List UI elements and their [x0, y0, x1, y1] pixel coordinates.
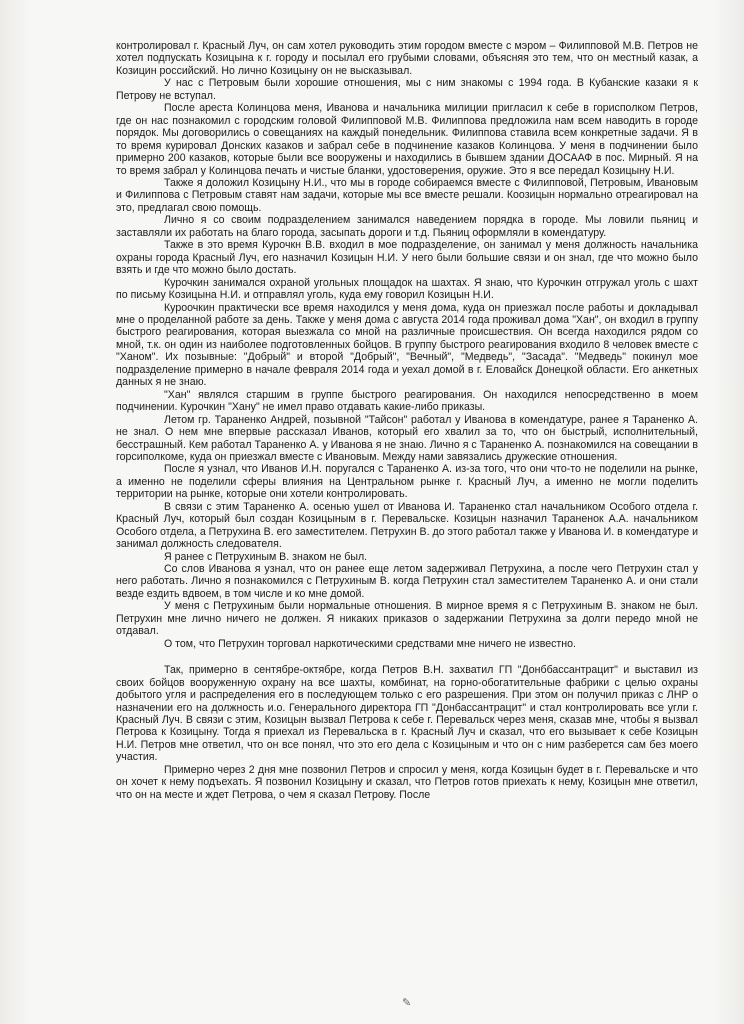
paragraph-17: Так, примерно в сентябре-октябре, когда Петров В.Н. захватил ГП "Донббассантрацит" и выставил из своих бойцов вооруженную охрану на все шахты, комбинат, на горно-обогатительные фабрики с целью охраны добытого угля и распределения его в последующем только с его разрешения. При этом он получил приказ с ЛНР о назначении его на должность и.о. Генерального директора ГП "Донбассантрацит" и стал контролировать все угли г. Красный Луч. В связи с этим, Козицын вызвал Петрова к себе г. Перевальск через меня, сказав мне, чтобы я вызвал Петрова к Козицыну. Тогда я приехал из Перевальска в г. Красный Луч и сказал, что его вызывает к себе Козицын Н.И. Петров мне ответил, что он все понял, что это его дела с Козицыным и что он с ним разберется сам без моего участия.: [116, 664, 698, 764]
handwritten-mark: ✎: [402, 997, 412, 1009]
paragraph-6: Также в это время Курочкн В.В. входил в мое подразделение, он занимал у меня должность начальника охраны города Красный Луч, его назначил Козицын Н.И. У него были большие связи и он знал, где что можно было взять и где что можно было достать.: [116, 239, 698, 277]
paragraph-4: Также я доложил Козицыну Н.И., что мы в городе собираемся вместе с Филипповой, Петровым, Ивановым и Филиппова с Петровым ставят нам задачи, которые мы все вместе решали. Коозицын нормально отреагировал на это, предлагал свою помощь.: [116, 176, 698, 214]
document-body: [116, 40, 698, 801]
paragraph-13: Я ранее с Петрухиным В. знаком не был.: [164, 550, 368, 563]
paragraph-1: контролировал г. Красный Луч, он сам хотел руководить этим городом вместе с мэром – Филипповой М.В. Петров не хотел подпускать Козицына к г. городу и посылал его грубыми словами, объясняя это тем, что он местный казак, а Козицин российский. Но лично Козицыну он не высказывал.: [116, 40, 698, 77]
paragraph-3: После ареста Колинцова меня, Иванова и начальника милиции пригласил к себе в горисполком Петров, где он нас познакомил с городским головой Филипповой М.В. Филиппова предложила нам всем наводить в городе порядок. Мы договорились о совещаниях на каждый понедельник. Филиппова ставила всем конкретные задачи. Я в то время курировал Донских казаков и забрал себе в подчинение казаков Колинцова. У меня в подчинении было примерно 200 казаков, которые были все вооружены и находились в бывшем здании ДОСААФ в пос. Мирный. Я на то время забрал у Колинцова печать и чистые бланки, удостоверения, оружие. Это я все передал Козицыну Н.И.: [116, 102, 698, 177]
paragraph-15: У меня с Петрухиным были нормальные отношения. В мирное время я с Петрухиным В. знаком не был. Петрухин мне лично ничего не должен. Я никаких приказов о задержании Петрухина за долги передо мной не отдавал.: [116, 600, 698, 638]
paragraph-7: Курочкин занимался охраной угольных площадок на шахтах. Я знаю, что Курочкин отгружал уголь с шахт по письму Козицына Н.И. и отправлял уголь, куда ему говорил Козицын Н.И.: [116, 276, 698, 302]
paragraph-16: О том, что Петрухин торговал наркотическими средствами мне ничего не известно.: [164, 637, 576, 650]
paragraph-8: Куроочкин практически все время находился у меня дома, куда он приезжал после работы и докладывал мне о проделанной работе за день. Также у меня дома с августа 2014 года проживал дома "Хан", он входил в группу быстрого реагирования, которая выезжала со мной на различные происшествия. Он всегда находился рядом со мной, т.к. он один из наиболее подготовленных бойцов. В группу быстрого реагирования входило 8 человек вместе с "Ханом". Их позывные: "Добрый" и второй "Добрый", "Вечный", "Медведь", "Засада". "Медведь" покинул мое подразделение примерно в начале февраля 2014 года и уехал домой в г. Еловайск Донецкой области. Его анкетных данных я не знаю.: [116, 301, 698, 389]
paragraph-5: Лично я со своим подразделением занимался наведением порядка в городе. Мы ловили пьяниц и заставляли их работать на благо города, засыпать дороги и т.д. Пьяниц оформляли в комендатуру.: [116, 214, 698, 239]
paragraph-2: У нас с Петровым были хорошие отношения, мы с ним знакомы с 1994 года. В Кубанские казаки я к Петрову не вступал.: [116, 77, 698, 102]
paragraph-18: Примерно через 2 дня мне позвонил Петров и спросил у меня, когда Козицын будет в г. Перевальске и что он хочет к нему подъехать. Я позвонил Козицыну и сказал, что Петров готов приехать к нему, Козицын мне ответил, что он на месте и ждет Петрова, о чем я сказал Петрову. После: [116, 763, 698, 801]
paragraph-9: "Хан" являлся старшим в группе быстрого реагирования. Он находился непосредственно в моем подчинении. Курочкин "Хану" не имел право отдавать какие-либо приказы.: [116, 388, 698, 414]
paragraph-10: Летом гр. Тараненко Андрей, позывной "Тайсон" работал у Иванова в комендатуре, ранее я Тараненко А. не знал. О нем мне впервые рассказал Иванов, который его хвалил за то, что он быстрый, исполнительный, бесстрашный. Кем работал Тараненко А. у Иванова я не знаю. Лично я с Тараненко А. познакомился на совещании в горсиполкоме, куда он приезжал вместе с Ивановым. Между нами завязались дружеские отношения.: [116, 413, 698, 463]
paragraph-14: Со слов Иванова я узнал, что он ранее еще летом задерживал Петрухина, а после чего Петрухин стал у него работать. Лично я познакомился с Петрухиным В. когда Петрухин стал заместителем Тараненко А. и они стали везде ездить вдвоем, в том числе и ко мне домой.: [116, 563, 698, 600]
paragraph-12: В связи с этим Тараненко А. осенью ушел от Иванова И. Тараненко стал начальником Особого отдела г. Красный Луч, который был создан Козицыным в г. Перевальске. Козицын назначил Тараненок А.А. начальником Особого отдела, а Петрухина В. его заместителем. Петрухин В. до этого работал также у Иванова И. в комендатуре и занимал должность следователя.: [116, 500, 698, 551]
paragraph-11: После я узнал, что Иванов И.Н. поругался с Тараненко А. из-за того, что они что-то не поделили на рынке, а именно не поделили сферы влияния на Центральном рынке г. Красный Луч, а именно не могли поделить территории на рынке, которые они хотели контролировать.: [116, 463, 698, 501]
